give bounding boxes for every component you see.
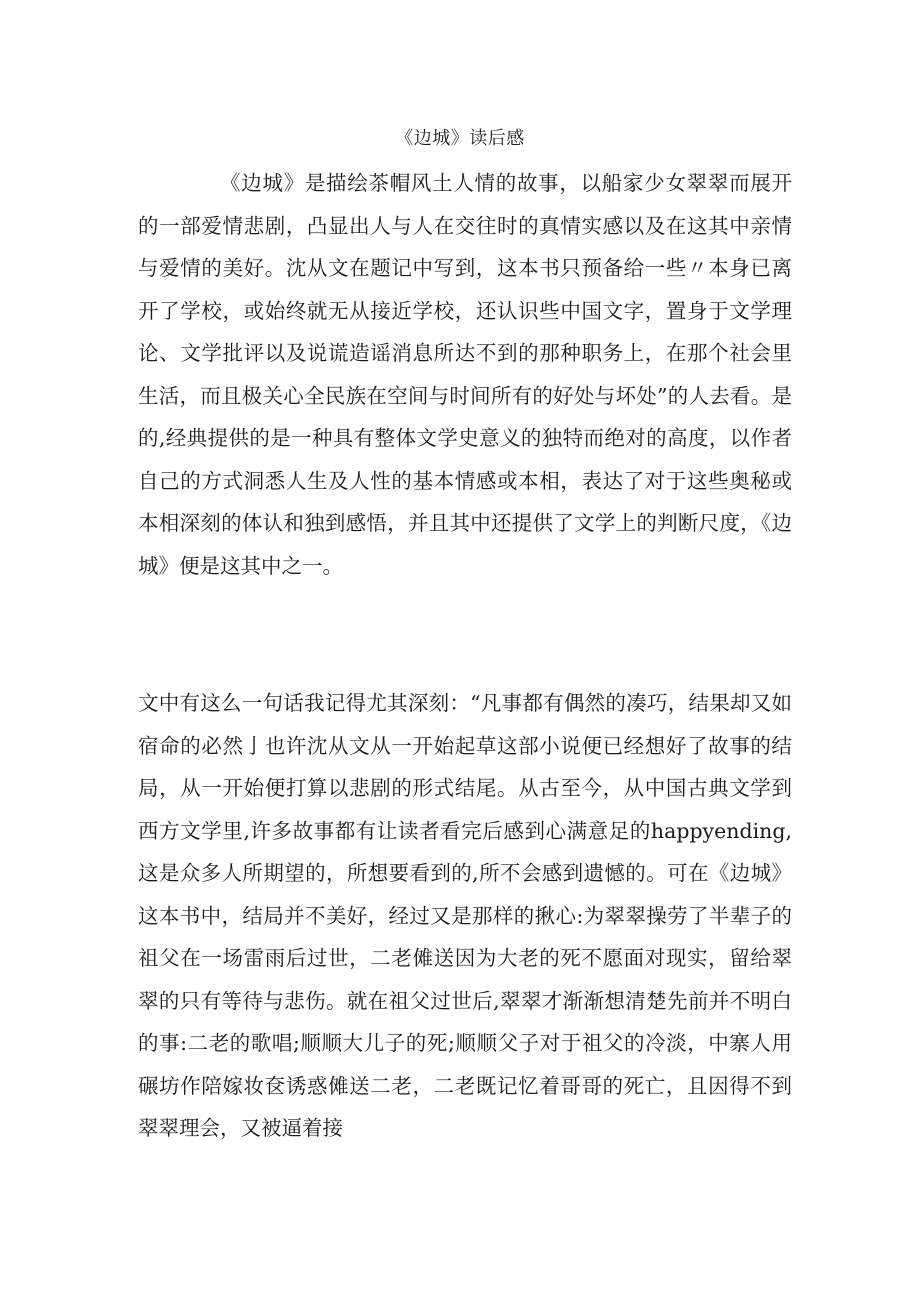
paragraph-2: 文中有这么一句话我记得尤其深刻：“凡事都有偶然的凑巧，结果却又如宿命的必然亅也许沈从文从一开始起草这部小说便已经想好了故事的结局，从一开始便打算以悲剧的形式结尾。从古至今，从中国古典文学到西方文学里,许多故事都有让读者看完后感到心满意足的happyending,这是众多人所期望的，所想要看到的,所不会感到遗憾的。可在《边城》这本书中，结局并不美好，经过又是那样的揪心:为翠翠操劳了半辈子的祖父在一场雷雨后过世，二老傩送因为大老的死不愿面对现实，留给翠翠的只有等待与悲伤。就在祖父过世后,翠翠才渐渐想清楚先前并不明白的事:二老的歌唱;顺顺大儿子的死;顺顺父子对于祖父的冷淡，中寨人用碾坊作陪嫁妆奁诱惑傩送二老，二老既记忆着哥哥的死亡，且因得不到翠翠理会，又被逼着接 [138, 691, 792, 1140]
paragraph-1: 《边城》是描绘茶帽风土人情的故事，以船家少女翠翠而展开的一部爱情悲剧，凸显出人与人在交往时的真情实感以及在这其中亲情与爱情的美好。沈从文在题记中写到，这本书只预备给一些〃本身已离开了学校，或始终就无从接近学校，还认识些中国文字，置身于文学理论、文学批评以及说谎造谣消息所达不到的那种职务上，在那个社会里生活，而且极关心全民族在空间与时间所有的好处与坏处”的人去看。是的,经典提供的是一种具有整体文学史意义的独特而绝对的高度，以作者自己的方式洞悉人生及人性的基本情感或本相，表达了对于这些奥秘或本相深刻的体认和独到感悟，并且其中还提供了文学上的判断尺度，《边城》便是这其中之一。 [138, 171, 792, 578]
document-title: 《边城》读后感 [395, 128, 525, 149]
